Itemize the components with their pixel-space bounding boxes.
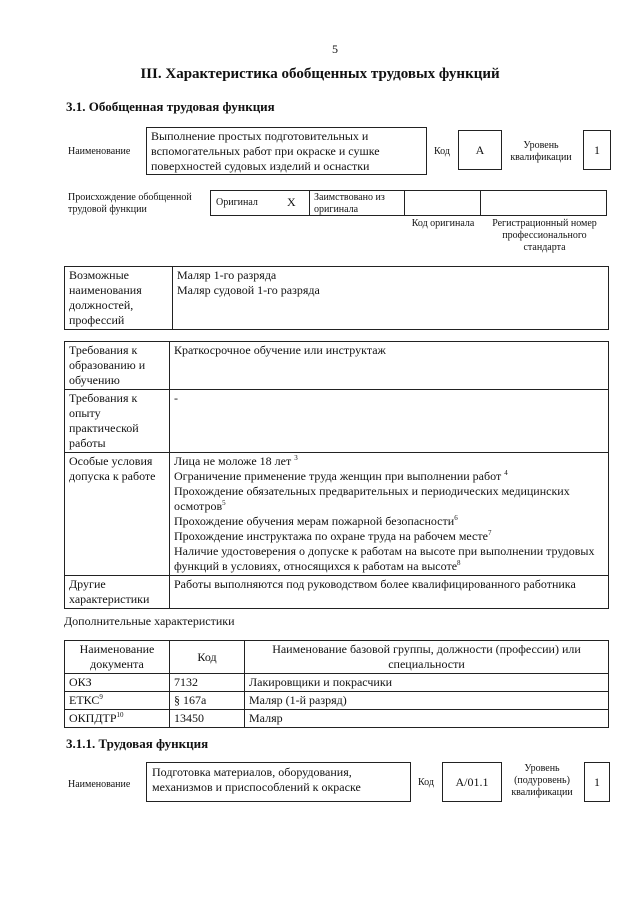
page-number: 5 — [332, 42, 338, 56]
code-cell: 13450 — [170, 710, 245, 728]
name-label: Наименование — [68, 146, 131, 157]
admission-condition: Наличие удостоверения о допуске к работам на высоте при выполнении трудовых функций в условиях, относящихся к работам на высоте$^8$ — [174, 544, 595, 573]
doc-cell: ОКЗ — [65, 674, 170, 692]
level-value: 1 — [594, 143, 600, 157]
lf-code-box — [442, 762, 502, 802]
level-box — [583, 130, 611, 170]
table-row — [65, 576, 609, 609]
requirement-label: Особые условия допуска к работе — [65, 453, 170, 576]
table-row — [65, 453, 609, 576]
labor-function-title: 3.1.1. Трудовая функция — [66, 736, 209, 751]
requirement-label: Другие характеристики — [65, 576, 170, 609]
positions-table — [64, 266, 609, 330]
requirement-value — [170, 453, 609, 576]
requirement-value: - — [170, 390, 609, 453]
admission-condition: Лица не моложе 18 лет $^3$ — [174, 454, 298, 468]
code-cell: § 167а — [170, 692, 245, 710]
additional-table — [64, 640, 609, 728]
code-value: А — [475, 143, 485, 157]
header-code: Код — [170, 641, 245, 674]
name-cell: Лакировщики и покрасчики — [245, 674, 609, 692]
admission-condition: Прохождение обучения мерам пожарной безопасности$^6$ — [174, 514, 458, 528]
table-row — [65, 342, 609, 390]
origin-reg-caption: Регистрационный номер профессионального стандарта — [492, 218, 597, 253]
doc-cell: ОКПДТР$^{10}$ — [65, 710, 170, 728]
positions-label: Возможные наименования должностей, профессий — [65, 267, 173, 330]
origin-reg-box — [480, 190, 607, 216]
additional-title: Дополнительные характеристики — [64, 614, 235, 628]
name-cell: Маляр — [245, 710, 609, 728]
section-title: III. Характеристика обобщенных трудовых функций — [140, 66, 500, 82]
lf-code-value: А/01.1 — [455, 775, 489, 789]
lf-name-box — [146, 762, 411, 802]
requirements-table — [64, 341, 609, 609]
lf-code-label: Код — [418, 777, 434, 788]
table-row — [65, 710, 609, 728]
table-row — [65, 641, 609, 674]
position-value: Маляр судовой 1-го разряда — [177, 283, 320, 297]
lf-level-label: Уровень (подуровень) квалификации — [511, 763, 573, 798]
positions-values — [173, 267, 609, 330]
code-box — [458, 130, 502, 170]
origin-label: Происхождение обобщенной трудовой функции — [68, 192, 192, 215]
admission-condition: Прохождение обязательных предварительных и периодических медицинских осмотров$^5$ — [174, 484, 570, 513]
origin-code-box — [404, 190, 481, 216]
name-cell: Маляр (1-й разряд) — [245, 692, 609, 710]
origin-code-caption: Код оригинала — [411, 218, 475, 229]
table-row — [65, 674, 609, 692]
level-label: Уровень квалификации — [510, 140, 572, 163]
admission-condition: Ограничение применение труда женщин при выполнении работ $^4$ — [174, 469, 508, 483]
requirement-value: Работы выполняются под руководством более квалифицированного работника — [170, 576, 609, 609]
original-mark: Х — [287, 195, 296, 209]
position-value: Маляр 1-го разряда — [177, 268, 277, 282]
header-document: Наименование документа — [65, 641, 170, 674]
table-row — [65, 692, 609, 710]
function-name-box — [146, 127, 427, 175]
requirement-value: Краткосрочное обучение или инструктаж — [170, 342, 609, 390]
code-label: Код — [434, 146, 450, 157]
code-cell: 7132 — [170, 674, 245, 692]
header-name: Наименование базовой группы, должности (профессии) или специальности — [245, 641, 609, 674]
table-row — [65, 267, 609, 330]
function-name-value: Выполнение простых подготовительных и вспомогательных работ при окраске и сушке поверхностей судовых изделий и оснастки — [151, 129, 380, 173]
subsection-title: 3.1. Обобщенная трудовая функция — [66, 99, 275, 114]
borrowed-label: Заимствовано из оригинала — [314, 192, 385, 215]
doc-cell: ЕТКС$^9$ — [65, 692, 170, 710]
origin-original-box — [210, 190, 310, 216]
requirement-label: Требования к опыту практической работы — [65, 390, 170, 453]
lf-level-box — [584, 762, 610, 802]
origin-borrowed-box — [309, 190, 405, 216]
original-label: Оригинал — [216, 197, 258, 208]
table-row — [65, 390, 609, 453]
lf-name-value: Подготовка материалов, оборудования, механизмов и приспособлений к окраске — [152, 765, 361, 794]
admission-condition: Прохождение инструктажа по охране труда на рабочем месте$^7$ — [174, 529, 492, 543]
lf-name-label: Наименование — [68, 779, 131, 790]
lf-level-value: 1 — [594, 775, 600, 789]
requirement-label: Требования к образованию и обучению — [65, 342, 170, 390]
